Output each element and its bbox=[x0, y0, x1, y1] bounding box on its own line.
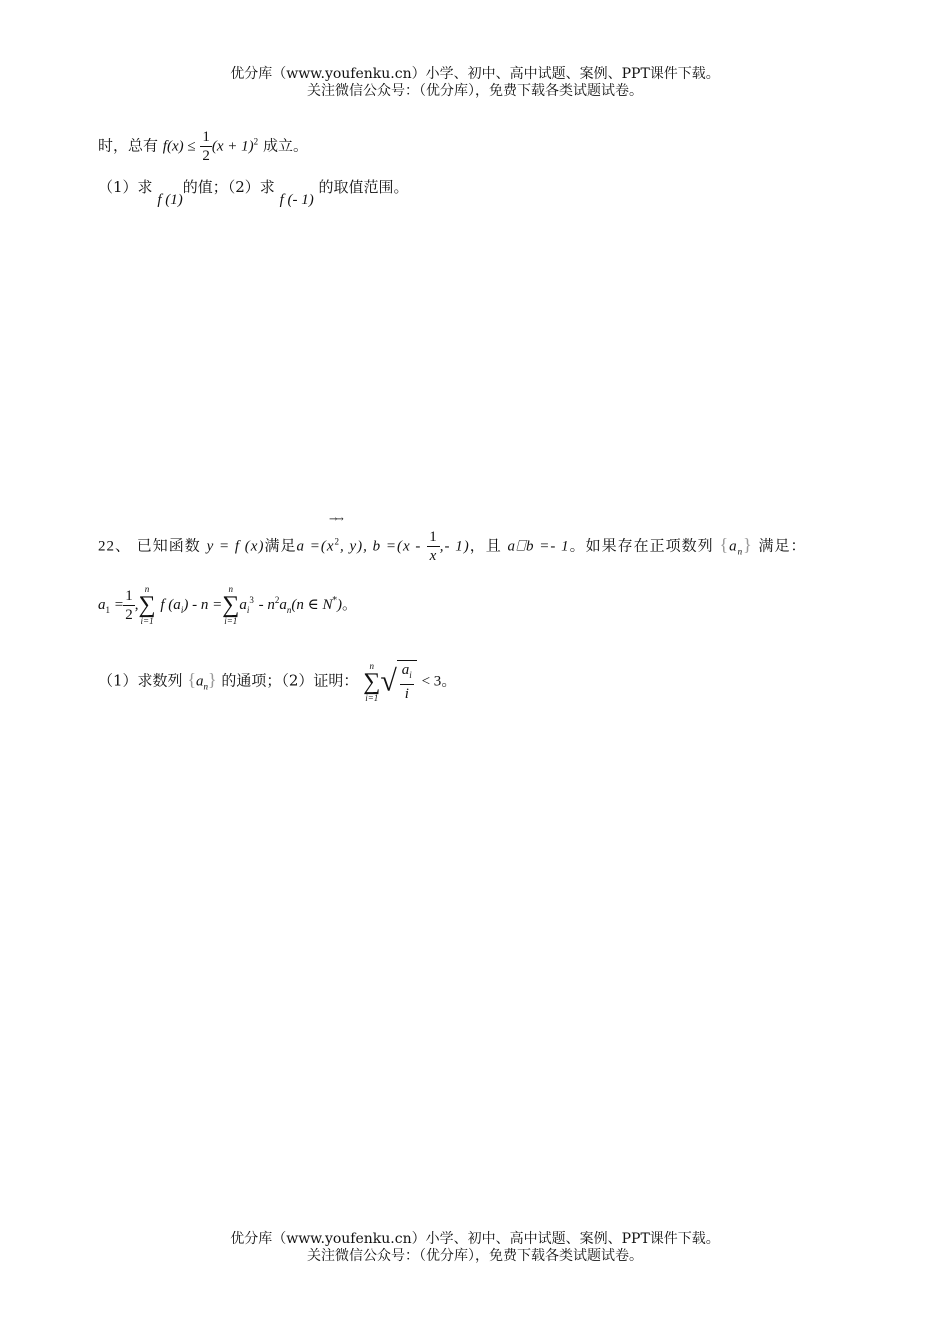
header-line-1: 优分库（www.youfenku.cn）小学、初中、高中试题、案例、PPT课件下载。 bbox=[230, 66, 720, 82]
q22-an: a bbox=[279, 597, 287, 613]
q22-proof-sum-sigma: ∑ bbox=[363, 668, 381, 695]
q22-proof-fraction bbox=[400, 661, 414, 703]
q22-part1-suffix: 的通项；（2）证明： bbox=[221, 671, 359, 690]
q22-a1-frac-num: 1 bbox=[125, 587, 133, 604]
q22-sum-left bbox=[139, 584, 156, 626]
q22-sum-left-top: n bbox=[144, 584, 150, 594]
q22-dot-expr: a⎕b =- 1 bbox=[507, 538, 570, 555]
q22-ai: a bbox=[239, 597, 247, 613]
q22-a1: a bbox=[98, 597, 106, 613]
q22-proof-num: a bbox=[401, 662, 410, 678]
q22-sum-left-bot: i=1 bbox=[140, 616, 154, 626]
q21-parts-line bbox=[98, 176, 409, 208]
q22-proof-num-sub: i bbox=[409, 670, 412, 680]
q22-seq: a bbox=[729, 538, 738, 555]
q22-n-exp: 2 bbox=[274, 595, 280, 605]
q21-fraction bbox=[200, 128, 212, 165]
q22-a1-fraction bbox=[123, 587, 135, 624]
q21-part2-suffix: 的取值范围。 bbox=[318, 178, 409, 196]
q22-star: * bbox=[332, 596, 337, 606]
q22-sum-right-top: n bbox=[228, 584, 233, 594]
q22-sum-left-sigma: ∑ bbox=[138, 592, 156, 618]
q22-domain-close: ) bbox=[336, 597, 342, 613]
q22-part1-prefix: （1）求数列 bbox=[98, 671, 183, 690]
q22-cond: 。如果存在正项数列 bbox=[569, 536, 714, 555]
q22-parts-line bbox=[98, 660, 456, 703]
q21-frac-den: 2 bbox=[202, 148, 210, 164]
q22-seq-brace-close: } bbox=[743, 534, 753, 555]
q22-sum-right-bot: i=1 bbox=[224, 616, 238, 626]
q22-b-frac-num: 1 bbox=[429, 529, 438, 545]
q21-rhs: (x + 1) bbox=[211, 138, 254, 155]
q22-eq: = bbox=[114, 597, 124, 613]
q22-part1-seq-sub: n bbox=[203, 681, 208, 692]
q21-f: f bbox=[162, 138, 167, 155]
q22-domain: (n ∈ N bbox=[291, 597, 333, 613]
q21-part1-prefix: （1）求 bbox=[98, 178, 153, 196]
q22-minus-n: - n bbox=[258, 597, 275, 613]
q22-vector-arrows: →→ bbox=[329, 514, 342, 525]
page-footer bbox=[0, 1231, 950, 1265]
q22-fai: f (a bbox=[160, 597, 181, 613]
q22-ai-exp: 3 bbox=[249, 595, 254, 605]
q22-a-exp: 2 bbox=[334, 536, 340, 547]
q21-frac-num: 1 bbox=[202, 129, 210, 145]
q21-tail: 成立。 bbox=[262, 136, 308, 155]
q22-statement-line bbox=[98, 528, 807, 565]
page-header bbox=[0, 66, 950, 100]
q21-rhs-exp: 2 bbox=[253, 136, 259, 147]
q21-part1-suffix: 的值；（2）求 bbox=[182, 178, 275, 196]
q22-comma: , bbox=[134, 597, 139, 613]
q22-func: y = f (x) bbox=[206, 538, 265, 555]
q22-mid: ) - n = bbox=[183, 597, 223, 613]
q22-seq-brace: { bbox=[719, 534, 730, 555]
q21-part2-expr: f (- 1) bbox=[279, 192, 314, 208]
q22-sum-right bbox=[222, 584, 239, 626]
q22-sum-right-sigma: ∑ bbox=[222, 592, 240, 618]
q22-proof-rel: < 3 bbox=[421, 673, 442, 690]
q22-proof-sum-bot: i=1 bbox=[365, 692, 379, 703]
q22-b-rest: ,- 1) bbox=[439, 538, 470, 555]
q22-satisfy2: 满足： bbox=[758, 536, 807, 555]
footer-line-1: 优分库（www.youfenku.cn）小学、初中、高中试题、案例、PPT课件下载。 bbox=[230, 1231, 720, 1247]
q22-b-frac-den: x bbox=[429, 548, 438, 564]
q21-part1-expr: f (1) bbox=[157, 192, 183, 208]
q22-part1-seq-brace: { bbox=[187, 669, 196, 690]
q22-seq-sub: n bbox=[737, 546, 744, 557]
footer-line-2: 关注微信公众号：（优分库），免费下载各类试题试卷。 bbox=[307, 1248, 643, 1264]
q22-a1-sub: 1 bbox=[105, 605, 110, 615]
q22-fai-sub: i bbox=[180, 605, 184, 615]
header-line-2: 关注微信公众号：（优分库），免费下载各类试题试卷。 bbox=[307, 83, 643, 99]
q22-proof-den: i bbox=[404, 686, 409, 702]
q22-recurrence-line bbox=[98, 584, 357, 626]
q22-ai-sub: i bbox=[246, 605, 250, 615]
q22-proof-sqrt bbox=[380, 660, 416, 703]
q22-proof-sum bbox=[363, 661, 380, 703]
q22-a-rest: , y), b =(x - bbox=[340, 538, 422, 555]
q22-period: 。 bbox=[341, 595, 357, 613]
q22-number: 22、 bbox=[98, 538, 132, 555]
q22-lead: 已知函数 bbox=[136, 536, 201, 555]
q22-an-sub: n bbox=[286, 605, 292, 615]
sqrt-radical-icon: √ bbox=[380, 664, 397, 698]
q22-and: ，且 bbox=[469, 536, 502, 555]
q22-b-fraction bbox=[427, 528, 440, 565]
q22-satisfy: 满足 bbox=[264, 536, 297, 555]
q22-proof-sum-top: n bbox=[369, 660, 375, 671]
q22-part1-seq-brace-close: } bbox=[207, 669, 217, 690]
q22-a1-frac-den: 2 bbox=[125, 606, 133, 623]
q21-lead: 时，总有 bbox=[98, 136, 159, 155]
q22-a-def: a =(x bbox=[296, 538, 335, 555]
q21-condition-line bbox=[98, 128, 308, 165]
q22-proof-period: 。 bbox=[441, 671, 457, 690]
q22-part1-seq: a bbox=[195, 673, 204, 690]
q21-x-paren: (x) ≤ bbox=[166, 138, 196, 155]
